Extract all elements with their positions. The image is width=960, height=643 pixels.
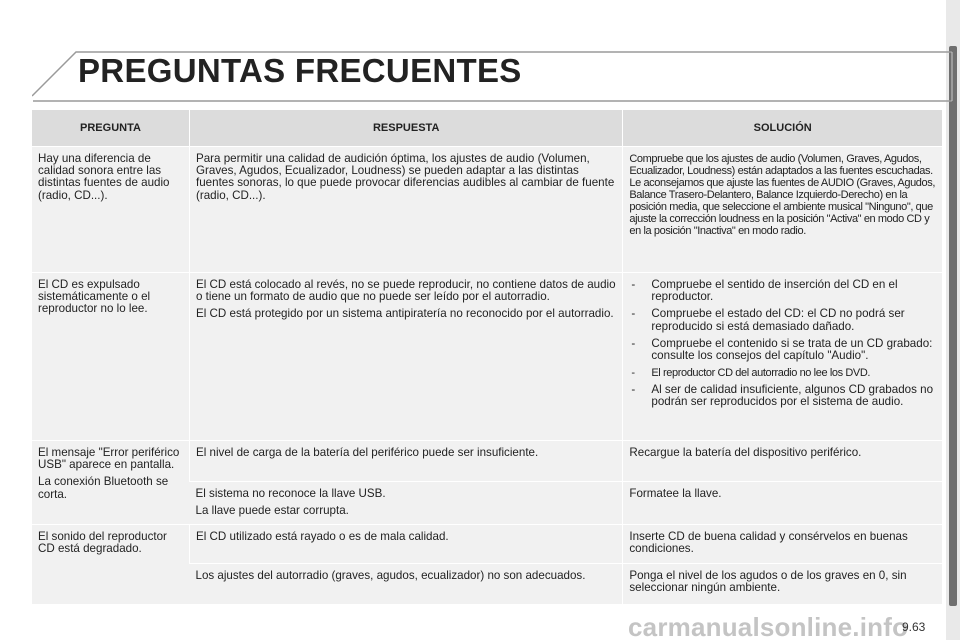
scrollbar-thumb[interactable] xyxy=(949,46,957,606)
column-header-answer: RESPUESTA xyxy=(190,110,623,147)
table-row xyxy=(32,273,942,441)
solution-cell: Recargue la batería del dispositivo periférico. xyxy=(623,441,942,482)
column-header-solution: SOLUCIÓN xyxy=(623,110,942,147)
list-item: - El reproductor CD del autorradio no lee los DVD. xyxy=(629,367,936,379)
solution-cell: Inserte CD de buena calidad y consérvelos en buenas condiciones. xyxy=(623,525,942,564)
answer-paragraph: La llave puede estar corrupta. xyxy=(195,504,349,518)
list-item: - Al ser de calidad insuficiente, algunos CD grabados no podrán ser reproducidos por el sistema de audio. xyxy=(629,384,936,408)
solution-cell: Compruebe que los ajustes de audio (Volumen, Graves, Agudos, Ecualizador, Loudness) están adaptados a las fuentes escuchadas. Le aconsejamos que ajuste las fuentes de AUDIO (Graves, Agudos, Balance Trasero-Delantero, Balance Izquierdo-Derecho) en la posición media, que seleccione el ambiente musical "Ninguno", que ajuste la corrección loudness en la posición "Activa" en modo CD y en la posición "Inactiva" en modo radio. xyxy=(623,147,942,273)
question-cell xyxy=(32,441,190,525)
watermark: carmanualsonline.info xyxy=(628,612,909,642)
answer-cell xyxy=(190,273,623,441)
answer-paragraph: El sistema no reconoce la llave USB. xyxy=(195,487,386,500)
answer-cell: El nivel de carga de la batería del periférico puede ser insuficiente. xyxy=(190,441,623,482)
table-row xyxy=(32,147,942,273)
answer-cell xyxy=(190,482,623,525)
page-title: PREGUNTAS FRECUENTES xyxy=(78,52,522,89)
table-row xyxy=(32,441,942,482)
question-cell: El sonido del reproductor CD está degradado. xyxy=(32,525,190,605)
answer-cell: Los ajustes del autorradio (graves, agudos, ecualizador) no son adecuados. xyxy=(190,564,623,605)
question-cell: Hay una diferencia de calidad sonora entre las distintas fuentes de audio (radio, CD...). xyxy=(32,147,190,273)
answer-cell: El CD utilizado está rayado o es de mala calidad. xyxy=(190,525,623,564)
solution-list xyxy=(629,279,936,409)
solution-cell: Formatee la llave. xyxy=(623,482,942,525)
question-paragraph: El mensaje "Error periférico USB" aparece en pantalla. xyxy=(38,446,180,472)
column-header-question: PREGUNTA xyxy=(32,110,190,147)
list-item: - Compruebe el estado del CD: el CD no podrá ser reproducido si está demasiado dañado. xyxy=(629,308,936,332)
solution-cell: Ponga el nivel de los agudos o de los graves en 0, sin seleccionar ningún ambiente. xyxy=(623,564,942,605)
list-item: - Compruebe el contenido si se trata de un CD grabado: consulte los consejos del capítulo "Audio". xyxy=(629,338,936,362)
solution-cell xyxy=(623,273,942,441)
faq-table xyxy=(32,110,942,604)
answer-paragraph: El CD está colocado al revés, no se puede reproducir, no contiene datos de audio o tiene un formato de audio que no puede ser leído por el autorradio. xyxy=(196,278,616,304)
list-item: - Compruebe el sentido de inserción del CD en el reproductor. xyxy=(629,279,936,303)
table-row xyxy=(32,525,942,564)
answer-cell: Para permitir una calidad de audición óptima, los ajustes de audio (Volumen, Graves, Agudos, Ecualizador, Loudness) se pueden adaptar a las distintas fuentes sonoras, lo que puede provocar diferencias audibles al cambiar de fuente (radio, CD...). xyxy=(190,147,623,273)
page-number: 9.63 xyxy=(902,620,926,634)
question-paragraph: La conexión Bluetooth se corta. xyxy=(38,475,169,501)
question-cell: El CD es expulsado sistemáticamente o el reproductor no lo lee. xyxy=(32,273,190,441)
answer-paragraph: El CD está protegido por un sistema antipiratería no reconocido por el autorradio. xyxy=(196,307,614,321)
